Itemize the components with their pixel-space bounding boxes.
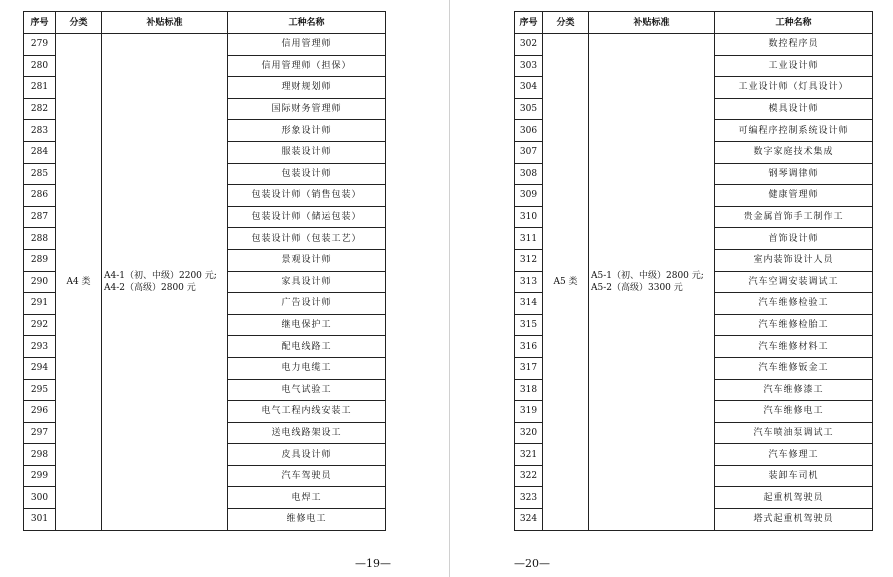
row-seq: 304 xyxy=(515,77,543,99)
worklist-table xyxy=(514,11,873,531)
row-name: 汽车驾驶员 xyxy=(228,465,386,487)
row-seq: 296 xyxy=(24,401,56,423)
row-seq: 299 xyxy=(24,465,56,487)
row-name: 继电保护工 xyxy=(228,314,386,336)
row-seq: 320 xyxy=(515,422,543,444)
row-name: 信用管理师（担保） xyxy=(228,55,386,77)
header-name: 工种名称 xyxy=(228,12,386,34)
row-seq: 305 xyxy=(515,98,543,120)
row-seq: 292 xyxy=(24,314,56,336)
row-seq: 295 xyxy=(24,379,56,401)
row-seq: 303 xyxy=(515,55,543,77)
page-number: —20— xyxy=(514,557,550,570)
row-seq: 313 xyxy=(515,271,543,293)
row-name: 起重机驾驶员 xyxy=(715,487,873,509)
row-seq: 324 xyxy=(515,509,543,531)
row-seq: 290 xyxy=(24,271,56,293)
row-seq: 285 xyxy=(24,163,56,185)
row-name: 钢琴调律师 xyxy=(715,163,873,185)
row-seq: 281 xyxy=(24,77,56,99)
table-body xyxy=(24,34,386,531)
row-name: 广告设计师 xyxy=(228,293,386,315)
row-seq: 286 xyxy=(24,185,56,207)
row-seq: 288 xyxy=(24,228,56,250)
page-left xyxy=(0,0,446,577)
table-header-row xyxy=(24,12,386,34)
row-seq: 279 xyxy=(24,34,56,56)
row-seq: 291 xyxy=(24,293,56,315)
row-name: 皮具设计师 xyxy=(228,444,386,466)
row-seq: 322 xyxy=(515,465,543,487)
row-seq: 319 xyxy=(515,401,543,423)
row-name: 塔式起重机驾驶员 xyxy=(715,509,873,531)
header-name: 工种名称 xyxy=(715,12,873,34)
row-seq: 317 xyxy=(515,357,543,379)
row-name: 国际财务管理师 xyxy=(228,98,386,120)
row-seq: 298 xyxy=(24,444,56,466)
row-seq: 314 xyxy=(515,293,543,315)
row-name: 汽车维修检胎工 xyxy=(715,314,873,336)
subsidy-cell xyxy=(589,34,715,531)
row-seq: 280 xyxy=(24,55,56,77)
row-seq: 311 xyxy=(515,228,543,250)
row-name: 包装设计师（包装工艺） xyxy=(228,228,386,250)
category-cell: A5 类 xyxy=(543,34,589,531)
header-seq: 序号 xyxy=(515,12,543,34)
page-right xyxy=(450,0,893,577)
row-name: 健康管理师 xyxy=(715,185,873,207)
row-seq: 294 xyxy=(24,357,56,379)
row-name: 装卸车司机 xyxy=(715,465,873,487)
row-seq: 308 xyxy=(515,163,543,185)
row-name: 家具设计师 xyxy=(228,271,386,293)
row-name: 服装设计师 xyxy=(228,141,386,163)
table-row xyxy=(515,34,873,56)
row-seq: 315 xyxy=(515,314,543,336)
row-seq: 284 xyxy=(24,141,56,163)
row-name: 数字家庭技术集成 xyxy=(715,141,873,163)
category-cell: A4 类 xyxy=(56,34,102,531)
row-seq: 306 xyxy=(515,120,543,142)
row-name: 景观设计师 xyxy=(228,249,386,271)
table-row xyxy=(24,34,386,56)
row-name: 汽车维修钣金工 xyxy=(715,357,873,379)
row-name: 工业设计师 xyxy=(715,55,873,77)
row-name: 工业设计师（灯具设计） xyxy=(715,77,873,99)
page-number: —19— xyxy=(355,557,391,570)
row-seq: 300 xyxy=(24,487,56,509)
row-name: 汽车维修材料工 xyxy=(715,336,873,358)
row-name: 包装设计师（销售包装） xyxy=(228,185,386,207)
worklist-table xyxy=(23,11,386,531)
subsidy-line: A5-2（高级）3300 元 xyxy=(591,282,683,293)
row-name: 首饰设计师 xyxy=(715,228,873,250)
row-seq: 287 xyxy=(24,206,56,228)
row-name: 包装设计师（储运包装） xyxy=(228,206,386,228)
row-name: 电气试验工 xyxy=(228,379,386,401)
row-name: 配电线路工 xyxy=(228,336,386,358)
header-category: 分类 xyxy=(543,12,589,34)
row-name: 理财规划师 xyxy=(228,77,386,99)
row-seq: 302 xyxy=(515,34,543,56)
table-header-row xyxy=(515,12,873,34)
row-name: 数控程序员 xyxy=(715,34,873,56)
row-seq: 321 xyxy=(515,444,543,466)
row-seq: 323 xyxy=(515,487,543,509)
table-body xyxy=(515,34,873,531)
row-name: 送电线路架设工 xyxy=(228,422,386,444)
row-seq: 307 xyxy=(515,141,543,163)
subsidy-line: A4-1（初、中级）2200 元; xyxy=(104,270,217,281)
row-seq: 297 xyxy=(24,422,56,444)
row-seq: 312 xyxy=(515,249,543,271)
row-name: 形象设计师 xyxy=(228,120,386,142)
row-name: 汽车维修检验工 xyxy=(715,293,873,315)
row-name: 室内装饰设计人员 xyxy=(715,249,873,271)
header-subsidy: 补贴标准 xyxy=(102,12,228,34)
subsidy-cell xyxy=(102,34,228,531)
row-seq: 289 xyxy=(24,249,56,271)
subsidy-line: A5-1（初、中级）2800 元; xyxy=(591,270,704,281)
row-name: 贵金属首饰手工制作工 xyxy=(715,206,873,228)
row-name: 维修电工 xyxy=(228,509,386,531)
header-seq: 序号 xyxy=(24,12,56,34)
row-seq: 282 xyxy=(24,98,56,120)
row-name: 汽车维修电工 xyxy=(715,401,873,423)
row-name: 汽车喷油泵调试工 xyxy=(715,422,873,444)
header-category: 分类 xyxy=(56,12,102,34)
row-seq: 301 xyxy=(24,509,56,531)
row-seq: 316 xyxy=(515,336,543,358)
header-subsidy: 补贴标准 xyxy=(589,12,715,34)
row-name: 模具设计师 xyxy=(715,98,873,120)
row-name: 包装设计师 xyxy=(228,163,386,185)
row-name: 电气工程内线安装工 xyxy=(228,401,386,423)
row-seq: 283 xyxy=(24,120,56,142)
row-name: 汽车修理工 xyxy=(715,444,873,466)
row-name: 电焊工 xyxy=(228,487,386,509)
row-name: 电力电缆工 xyxy=(228,357,386,379)
row-name: 汽车空调安装调试工 xyxy=(715,271,873,293)
row-seq: 318 xyxy=(515,379,543,401)
row-seq: 310 xyxy=(515,206,543,228)
row-name: 信用管理师 xyxy=(228,34,386,56)
row-seq: 293 xyxy=(24,336,56,358)
subsidy-line: A4-2（高级）2800 元 xyxy=(104,282,196,293)
row-name: 可编程序控制系统设计师 xyxy=(715,120,873,142)
row-name: 汽车维修漆工 xyxy=(715,379,873,401)
row-seq: 309 xyxy=(515,185,543,207)
